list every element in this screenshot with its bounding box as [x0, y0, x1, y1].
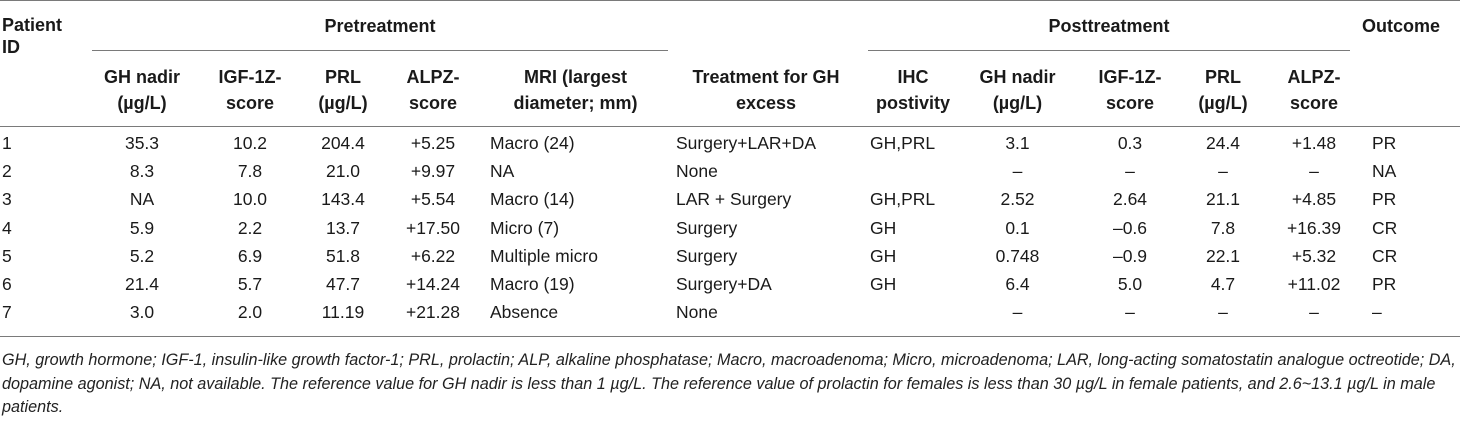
table-cell-post-igf: 5.0 — [1117, 274, 1143, 294]
table-cell-post-gh: 2.52 — [1000, 189, 1035, 209]
subheader-pre-alpz: ALPZ-score — [406, 67, 460, 113]
table-cell-treatment: None — [676, 161, 718, 181]
table-cell-post-gh: – — [1012, 161, 1023, 181]
table-cell-ihc: GH,PRL — [870, 189, 936, 209]
table-cell-post-alp: +4.85 — [1291, 189, 1337, 209]
subheader-post-alpz: ALPZ-score — [1287, 67, 1341, 113]
table-cell-id: 3 — [2, 189, 12, 209]
table-cell-post-prl: 21.1 — [1205, 189, 1241, 209]
table-cell-mri: Macro (14) — [490, 189, 575, 209]
table-cell-id: 7 — [2, 302, 12, 322]
table-cell-treatment: Surgery+LAR+DA — [676, 133, 817, 153]
table-cell-mri: NA — [490, 161, 515, 181]
header-pretreatment: Pretreatment — [324, 16, 436, 36]
header-patient-id: Patient ID — [2, 15, 63, 57]
table-cell-pre-igf: 10.0 — [232, 189, 268, 209]
table-cell-treatment: LAR + Surgery — [676, 189, 792, 209]
pretreatment-underline — [92, 50, 668, 51]
subheader-post-prl: PRL (µg/L) — [1198, 67, 1248, 113]
table-cell-post-alp: +1.48 — [1291, 133, 1337, 153]
table-cell-pre-igf: 6.9 — [237, 246, 263, 266]
table-cell-id: 2 — [2, 161, 12, 181]
table-cell-pre-alp: +6.22 — [410, 246, 456, 266]
table-cell-outcome: PR — [1372, 189, 1397, 209]
subheader-pre-prl: PRL (µg/L) — [318, 67, 368, 113]
table-cell-post-alp: +11.02 — [1287, 274, 1341, 294]
table-cell-mri: Multiple micro — [490, 246, 598, 266]
table-cell-pre-prl: 21.0 — [325, 161, 361, 181]
table-cell-pre-alp: +9.97 — [410, 161, 456, 181]
table-cell-pre-igf: 10.2 — [232, 133, 268, 153]
table-cell-pre-prl: 11.19 — [321, 302, 365, 322]
table-cell-pre-igf: 2.2 — [237, 218, 263, 238]
table-cell-post-prl: 24.4 — [1205, 133, 1241, 153]
table-cell-post-gh: – — [1012, 302, 1023, 322]
table-cell-pre-prl: 143.4 — [321, 189, 365, 209]
posttreatment-underline — [868, 50, 1350, 51]
table-cell-pre-prl: 13.7 — [325, 218, 361, 238]
table-cell-post-prl: 22.1 — [1205, 246, 1241, 266]
table-cell-post-igf: –0.6 — [1112, 218, 1148, 238]
table-cell-post-gh: 6.4 — [1005, 274, 1030, 294]
table-cell-treatment: Surgery — [676, 246, 738, 266]
table-cell-post-prl: – — [1218, 302, 1228, 322]
table-cell-post-alp: – — [1309, 161, 1319, 181]
table-cell-post-prl: 4.7 — [1210, 274, 1236, 294]
table-cell-post-gh: 0.748 — [995, 246, 1040, 266]
table-cell-pre-gh: NA — [129, 189, 155, 209]
table-cell-post-prl: 7.8 — [1210, 218, 1236, 238]
table-cell-pre-gh: 5.9 — [129, 218, 155, 238]
table-cell-pre-alp: +14.24 — [405, 274, 460, 294]
table-cell-treatment: None — [676, 302, 718, 322]
table-cell-outcome: CR — [1372, 218, 1398, 238]
table-cell-treatment: Surgery+DA — [676, 274, 772, 294]
table-cell-post-alp: +5.32 — [1291, 246, 1337, 266]
table-cell-outcome: NA — [1372, 161, 1397, 181]
table-cell-id: 1 — [2, 133, 12, 153]
table-cell-id: 5 — [2, 246, 12, 266]
table-cell-outcome: CR — [1372, 246, 1398, 266]
table-footnote: GH, growth hormone; IGF-1, insulin-like growth factor-1; PRL, prolactin; ALP, alkaline phosphatase; Macro, macroadenoma; Micro, microadenoma; LAR, long-acting somatostatin analogue octreotide; DA, dopamine agonist; NA, not available. The reference value for GH nadir is less than 1 µg/L. The reference value of prolactin for females is less than 30 µg/L in female patients, and 2.6~13.1 µg/L in male patients. — [2, 351, 1456, 416]
subheader-pre-igf1z: IGF-1Z-score — [218, 67, 282, 113]
subheader-pre-gh-nadir: GH nadir (µg/L) — [103, 67, 180, 113]
table-cell-mri: Micro (7) — [490, 218, 560, 238]
table-cell-pre-gh: 21.4 — [124, 274, 160, 294]
subheader-post-gh-nadir: GH nadir (µg/L) — [979, 67, 1056, 113]
table-cell-post-igf: 2.64 — [1112, 189, 1148, 209]
table-cell-post-igf: 0.3 — [1117, 133, 1143, 153]
table-top-rule — [0, 0, 1460, 1]
subheader-treatment: Treatment for GH excess — [692, 67, 840, 113]
header-outcome: Outcome — [1362, 16, 1441, 36]
table-cell-post-alp: +16.39 — [1286, 218, 1341, 238]
table-cell-pre-alp: +17.50 — [405, 218, 460, 238]
table-cell-pre-alp: +5.54 — [410, 189, 456, 209]
table-cell-id: 4 — [2, 218, 12, 238]
table-cell-treatment: Surgery — [676, 218, 738, 238]
table-cell-pre-alp: +21.28 — [405, 302, 460, 322]
table-bottom-rule — [0, 336, 1460, 337]
table-cell-post-igf: –0.9 — [1112, 246, 1148, 266]
table-cell-id: 6 — [2, 274, 12, 294]
table-cell-pre-prl: 204.4 — [321, 133, 365, 153]
table-cell-pre-igf: 2.0 — [237, 302, 263, 322]
table-cell-post-gh: 0.1 — [1005, 218, 1030, 238]
subheader-ihc: IHC postivity — [875, 67, 950, 113]
table-cell-pre-gh: 3.0 — [129, 302, 155, 322]
header-bottom-rule — [0, 126, 1460, 127]
table-cell-outcome: PR — [1372, 133, 1397, 153]
table-cell-pre-gh: 5.2 — [129, 246, 155, 266]
table-cell-mri: Absence — [490, 302, 559, 322]
table-cell-post-prl: – — [1218, 161, 1228, 181]
table-cell-ihc: GH,PRL — [870, 133, 936, 153]
subheader-post-igf1z: IGF-1Z-score — [1098, 67, 1162, 113]
subheader-mri: MRI (largest diameter; mm) — [513, 67, 638, 113]
table-cell-post-gh: 3.1 — [1005, 133, 1030, 153]
table-cell-pre-gh: 8.3 — [129, 161, 155, 181]
table-cell-mri: Macro (19) — [490, 274, 575, 294]
table-cell-outcome: – — [1372, 302, 1382, 322]
header-posttreatment: Posttreatment — [1048, 16, 1170, 36]
table-cell-mri: Macro (24) — [490, 133, 575, 153]
table-cell-pre-igf: 7.8 — [237, 161, 263, 181]
table-cell-ihc: GH — [870, 274, 897, 294]
table-cell-pre-prl: 47.7 — [325, 274, 361, 294]
table-cell-ihc: GH — [870, 218, 897, 238]
table-cell-pre-alp: +5.25 — [410, 133, 456, 153]
table-cell-ihc: GH — [870, 246, 897, 266]
table-cell-pre-gh: 35.3 — [124, 133, 160, 153]
table-cell-pre-igf: 5.7 — [237, 274, 263, 294]
table-cell-pre-prl: 51.8 — [325, 246, 361, 266]
table-cell-post-igf: – — [1125, 302, 1135, 322]
table-cell-post-igf: – — [1125, 161, 1135, 181]
table-cell-outcome: PR — [1372, 274, 1397, 294]
table-cell-post-alp: – — [1309, 302, 1319, 322]
